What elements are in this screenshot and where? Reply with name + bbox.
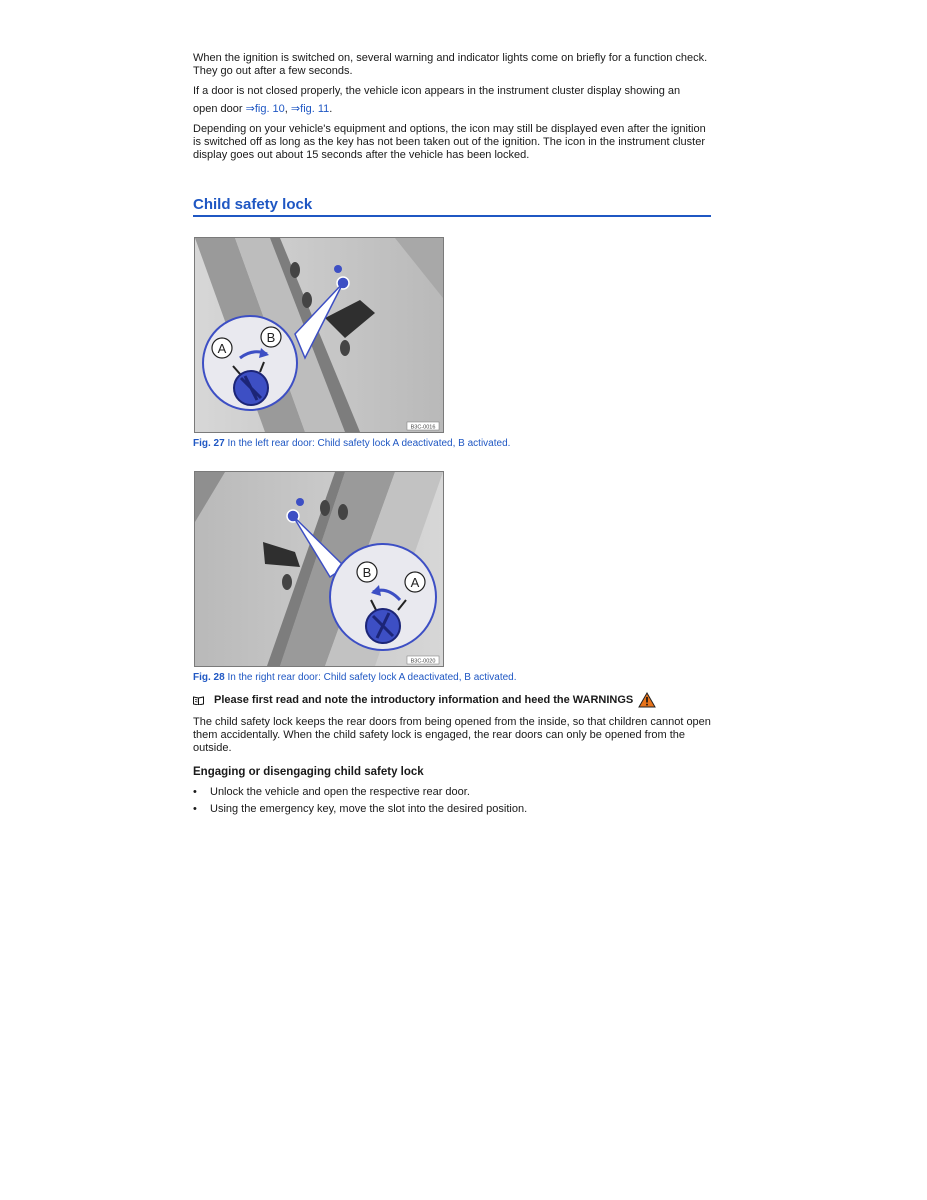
ref-period: . bbox=[329, 103, 333, 115]
list-item bbox=[193, 786, 527, 799]
fig27-label-b: B bbox=[266, 330, 276, 345]
figure-28-illustration bbox=[194, 471, 444, 667]
intro-paragraph-2-line-1: If a door is not closed properly, the vehicle icon appears in the instrument cluster display showing an bbox=[193, 85, 681, 97]
fig28-code: B3C-0020 bbox=[410, 658, 436, 665]
fig27-code: B3C-0016 bbox=[410, 424, 436, 431]
fig-11-link[interactable]: ⇒fig. 11 bbox=[290, 103, 330, 115]
figure-27-illustration bbox=[194, 237, 444, 433]
figure-28-caption bbox=[193, 672, 517, 683]
intro-paragraph-3: Depending on your vehicle's equipment and options, the icon may still be displayed even after the ignition is switched off as long as the key has not been taken out of the ignition. The icon in the instrument cluster display goes out about 15 seconds after the vehicle has been locked. bbox=[193, 123, 706, 161]
intro-paragraph-1: When the ignition is switched on, several warning and indicator lights come on briefly for a function check. They go out after a few seconds. bbox=[193, 52, 708, 77]
fig28-label-a: A bbox=[410, 575, 420, 590]
bullet-dot-icon: • bbox=[193, 786, 197, 798]
bullet-dot-icon: • bbox=[193, 803, 197, 815]
intro-line-prefix: open door bbox=[193, 103, 246, 115]
intro-note bbox=[193, 692, 656, 708]
note-text: Please first read and note the introductory information and heed the WARNINGS bbox=[214, 694, 634, 706]
fig-10-link[interactable]: ⇒fig. 10 bbox=[245, 103, 285, 115]
fig28-caption-text: In the right rear door: Child safety lock A deactivated, B activated. bbox=[227, 672, 517, 683]
section-title: Child safety lock bbox=[193, 196, 711, 217]
figure-27-caption bbox=[193, 438, 510, 449]
subheading: Engaging or disengaging child safety lock bbox=[193, 766, 424, 778]
warning-triangle-icon[interactable] bbox=[638, 692, 656, 708]
list-item bbox=[193, 803, 527, 816]
fig28-number: Fig. 28 bbox=[193, 672, 225, 683]
bullet-text-2: Using the emergency key, move the slot into the desired position. bbox=[210, 803, 528, 815]
bullet-text-1: Unlock the vehicle and open the respective rear door. bbox=[210, 786, 470, 798]
body-paragraph: The child safety lock keeps the rear doors from being opened from the inside, so that children cannot open them accidentally. When the child safety lock is engaged, the rear doors can only be opened from the outside. bbox=[193, 716, 711, 754]
instruction-list bbox=[193, 786, 527, 820]
fig28-label-b: B bbox=[362, 565, 372, 580]
intro-paragraph-2-line-2 bbox=[193, 103, 713, 116]
fig27-number: Fig. 27 bbox=[193, 438, 225, 449]
intro-text bbox=[193, 52, 713, 169]
ref-separator: , bbox=[284, 103, 291, 115]
fig27-caption-text: In the left rear door: Child safety lock A deactivated, B activated. bbox=[227, 438, 511, 449]
book-icon bbox=[193, 696, 204, 705]
fig27-label-a: A bbox=[217, 341, 227, 356]
